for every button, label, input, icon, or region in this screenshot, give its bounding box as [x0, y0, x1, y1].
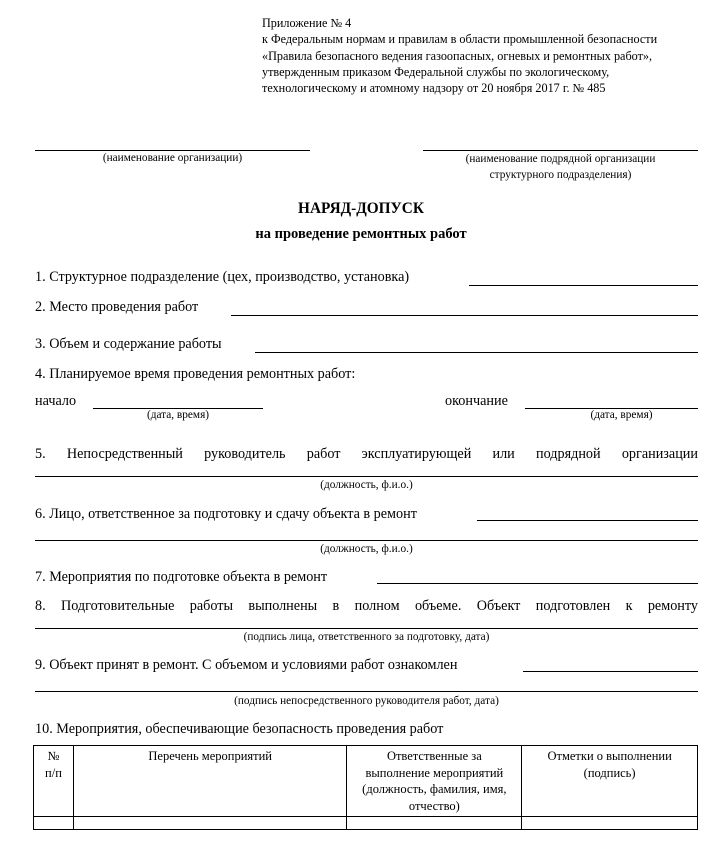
table-row — [34, 817, 698, 830]
appendix-line: технологическому и атомному надзору от 20 ноября 2017 г. № 485 — [262, 81, 606, 96]
item-1-label: 1. Структурное подразделение (цех, производство, установка) — [35, 269, 410, 285]
item-10-label: 10. Мероприятия, обеспечивающие безопасность проведения работ — [35, 721, 444, 737]
organization-field[interactable] — [35, 150, 310, 151]
item-5-field[interactable] — [35, 476, 698, 477]
table-cell-measure[interactable] — [73, 817, 347, 830]
appendix-line: «Правила безопасного ведения газоопасных, огневых и ремонтных работ», — [262, 48, 653, 63]
document-subtitle: на проведение ремонтных работ — [255, 226, 467, 242]
item-6-field[interactable] — [35, 540, 698, 541]
header-measures-list: Перечень мероприятий — [73, 746, 347, 817]
item-4-label: 4. Планируемое время проведения ремонтных работ: — [35, 366, 356, 382]
table-cell-number[interactable] — [34, 817, 74, 830]
header-responsible: Ответственные за выполнение мероприятий (должность, фамилия, имя, отчество) — [347, 746, 522, 817]
item-2-label: 2. Место проведения работ — [35, 299, 199, 315]
item-7-field[interactable] — [377, 583, 698, 584]
item-6-label: 6. Лицо, ответственное за подготовку и сдачу объекта в ремонт — [35, 506, 417, 522]
item-5-caption: (должность, ф.и.о.) — [320, 479, 413, 491]
table-cell-marks[interactable] — [522, 817, 698, 830]
header-completion-marks: Отметки о выполнении (подпись) — [522, 746, 698, 817]
item-9-caption: (подпись непосредственного руководителя работ, дата) — [234, 695, 499, 707]
item-9-label: 9. Объект принят в ремонт. С объемом и условиями работ ознакомлен — [35, 657, 458, 673]
item-8-label: 8. Подготовительные работы выполнены в полном объеме. Объект подготовлен к ремонту — [35, 598, 698, 614]
item-3-field[interactable] — [255, 352, 698, 353]
contractor-caption: (наименование подрядной организации структурного подразделения) — [465, 153, 656, 181]
appendix-line: Приложение № 4 — [262, 16, 352, 30]
item-2-field[interactable] — [231, 315, 698, 316]
appendix-line: к Федеральным нормам и правилам в области промышленной безопасности — [262, 32, 658, 47]
item-3-label: 3. Объем и содержание работы — [35, 336, 222, 352]
item-7-label: 7. Мероприятия по подготовке объекта в ремонт — [35, 569, 328, 585]
item-9-field[interactable] — [35, 691, 698, 692]
appendix-line: утвержденным приказом Федеральной службы по экологическому, — [262, 64, 610, 79]
item-8-field[interactable] — [35, 628, 698, 629]
appendix-block — [262, 15, 657, 96]
end-datetime-caption: (дата, время) — [590, 409, 653, 421]
item-8-caption: (подпись лица, ответственного за подготовку, дата) — [243, 631, 490, 643]
item-9-field-inline[interactable] — [523, 671, 698, 672]
header-number: № п/п — [34, 746, 74, 817]
item-1-field[interactable] — [469, 285, 698, 286]
safety-measures-table — [33, 745, 698, 830]
organization-caption: (наименование организации) — [102, 152, 243, 164]
item-5-label: 5. Непосредственный руководитель работ эксплуатирующей или подрядной организации — [35, 446, 698, 462]
start-label: начало — [35, 393, 77, 409]
start-datetime-caption: (дата, время) — [146, 409, 210, 421]
table-header-row — [34, 746, 698, 817]
document-title: НАРЯД-ДОПУСК — [298, 200, 424, 217]
table-cell-responsible[interactable] — [347, 817, 522, 830]
item-6-caption: (должность, ф.и.о.) — [320, 543, 413, 555]
end-label: окончание — [445, 393, 508, 409]
contractor-organization-field[interactable] — [423, 150, 698, 151]
item-6-field-inline[interactable] — [477, 520, 698, 521]
